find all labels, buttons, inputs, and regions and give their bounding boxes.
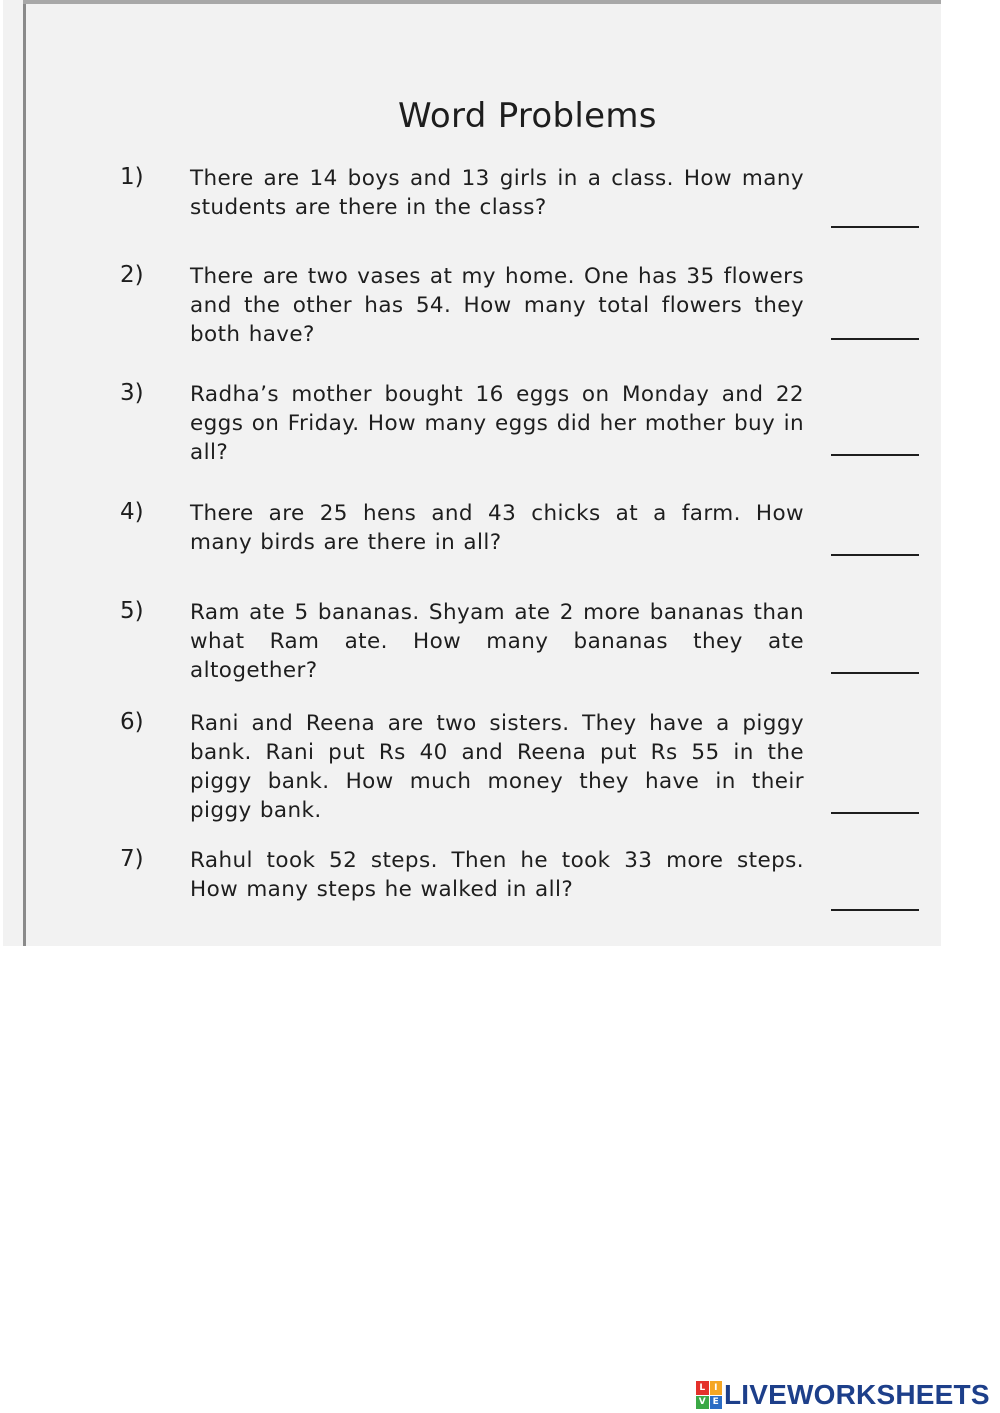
problem-text: Ram ate 5 bananas. Shyam ate 2 more bananas than what Ram ate. How many bananas they ate altogether?: [190, 600, 804, 683]
problem-text: Rahul took 52 steps. Then he took 33 more steps. How many steps he walked in all?: [190, 848, 804, 902]
liveworksheets-logo[interactable]: [696, 1378, 990, 1412]
answer-blank-1[interactable]: [831, 226, 919, 228]
worksheet-top-border: [23, 0, 941, 4]
problem-text: Radha’s mother bought 16 eggs on Monday and 22 eggs on Friday. How many eggs did her mother buy in all?: [190, 382, 804, 465]
logo-badge-letter: V: [696, 1396, 709, 1410]
logo-badge-letter: E: [710, 1396, 723, 1410]
problem-number: 7): [120, 846, 144, 872]
problem-text: Rani and Reena are two sisters. They have a piggy bank. Rani put Rs 40 and Reena put Rs 55 in the piggy bank. How much money they have in their piggy bank.: [190, 711, 804, 823]
logo-badge-letter: I: [710, 1381, 723, 1395]
logo-text: LIVEWORKSHEETS: [724, 1379, 990, 1410]
answer-blank-5[interactable]: [831, 672, 919, 674]
answer-blank-4[interactable]: [831, 554, 919, 556]
problem-text: There are 25 hens and 43 chicks at a farm. How many birds are there in all?: [190, 501, 804, 555]
logo-badge-letter: L: [696, 1381, 709, 1395]
problem-number: 4): [120, 499, 144, 525]
problem-text: There are two vases at my home. One has 35 flowers and the other has 54. How many total flowers they both have?: [190, 264, 804, 347]
problem-text: There are 14 boys and 13 girls in a class. How many students are there in the class?: [190, 166, 804, 220]
worksheet-left-border: [23, 0, 26, 946]
liveworksheets-logo-icon: [696, 1381, 722, 1409]
answer-blank-6[interactable]: [831, 812, 919, 814]
problem-number: 2): [120, 262, 144, 288]
worksheet-image: [3, 0, 941, 946]
worksheet-title: Word Problems: [398, 96, 657, 136]
answer-blank-3[interactable]: [831, 454, 919, 456]
answer-blank-2[interactable]: [831, 338, 919, 340]
problem-number: 6): [120, 709, 144, 735]
problem-number: 1): [120, 164, 144, 190]
problem-number: 5): [120, 598, 144, 624]
answer-blank-7[interactable]: [831, 909, 919, 911]
problem-number: 3): [120, 380, 144, 406]
